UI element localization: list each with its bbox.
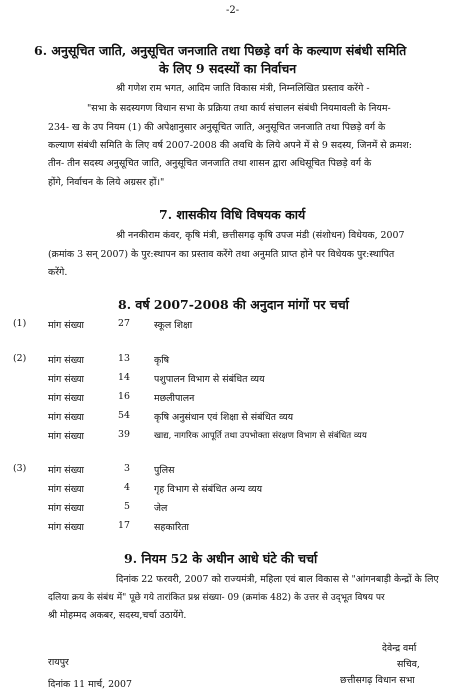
section-6-heading-line-2: के लिए 9 सदस्यों का निर्वाचन	[159, 61, 297, 76]
group-label: (1)	[13, 318, 27, 329]
demand-number: 14	[118, 372, 130, 383]
demand-item: कृषि अनुसंधान एवं शिक्षा से संबंधित व्यय	[154, 412, 294, 423]
paragraph-line: (क्रमांक 3 सन् 2007) के पुर:स्थापन का प्रस्ताव करेंगे तथा अनुमति प्राप्त होने पर विधेयक पुर:स्थापित	[48, 249, 395, 260]
section-6-heading-line-1: 6. अनुसूचित जाति, अनुसूचित जनजाति तथा पिछड़े वर्ग के कल्याण संबंधी समिति	[34, 43, 407, 58]
demand-row	[0, 429, 473, 443]
signatory-title: सचिव,	[397, 659, 420, 670]
paragraph-line: "सभा के सदस्यगण विधान सभा के प्रक्रिया तथा कार्य संचालन संबंधी नियमावली के नियम-	[87, 103, 391, 114]
demand-number: 5	[124, 501, 130, 512]
demand-label: मांग संख्या	[48, 484, 84, 495]
page-number: -2-	[226, 5, 240, 16]
demand-row	[0, 463, 473, 477]
footer-place: रायपुर	[48, 657, 69, 668]
section-7-heading: 7. शासकीय विधि विषयक कार्य	[159, 207, 306, 222]
demand-number: 3	[124, 463, 130, 474]
signatory-org: छत्तीसगढ़ विधान सभा	[340, 675, 415, 686]
section-8-heading: 8. वर्ष 2007-2008 की अनुदान मांगों पर चर्चा	[118, 297, 349, 312]
demand-row	[0, 318, 473, 332]
demand-label: मांग संख्या	[48, 374, 84, 385]
paragraph-line: श्री गणेश राम भगत, आदिम जाति विकास मंत्री, निम्नलिखित प्रस्ताव करेंगे -	[116, 83, 370, 94]
demand-item: मछलीपालन	[154, 393, 195, 404]
demand-row	[0, 353, 473, 367]
demand-item: खाद्य, नागरिक आपूर्ति तथा उपभोक्ता संरक्षण विभाग से संबंधित व्यय	[154, 431, 367, 441]
demand-row	[0, 391, 473, 405]
demand-label: मांग संख्या	[48, 431, 84, 442]
demand-number: 16	[118, 391, 130, 402]
signatory-name: देवेन्द्र वर्मा	[382, 643, 417, 654]
demand-label: मांग संख्या	[48, 412, 84, 423]
demand-number: 39	[118, 429, 130, 440]
paragraph-line: 234- ख के उप नियम (1) की अपेक्षानुसार अनुसूचित जाति, अनुसूचित जनजाति तथा पिछड़े वर्ग के	[48, 122, 386, 133]
paragraph-line: तीन- तीन सदस्य अनुसूचित जाति, अनुसूचित जनजाति तथा शासन द्वारा अधिसूचित पिछड़े वर्ग के	[48, 158, 372, 169]
demand-label: मांग संख्या	[48, 320, 84, 331]
paragraph-line: दलिया क्रय के संबंध में" पूछे गये तारांकित प्रश्न संख्या- 09 (क्रमांक 482) के उत्तर से उद्‌भूत विषय पर	[48, 593, 385, 603]
group-label: (3)	[13, 463, 27, 474]
demand-label: मांग संख्या	[48, 503, 84, 514]
group-label: (2)	[13, 353, 27, 364]
paragraph-line: कल्याण संबंधी समिति के लिए वर्ष 2007-2008 की अवधि के लिये अपने में से 9 सदस्य, जिनमें से क्रमश:	[48, 140, 412, 151]
paragraph-line: होंगे, निर्वाचन के लिये अग्रसर हों।"	[48, 177, 165, 188]
section-9-heading: 9. नियम 52 के अधीन आधे घंटे की चर्चा	[124, 551, 318, 566]
demand-number: 27	[118, 318, 130, 329]
demand-number: 13	[118, 353, 130, 364]
demand-row	[0, 520, 473, 534]
demand-label: मांग संख्या	[48, 393, 84, 404]
paragraph-line: श्री ननकीराम कंवर, कृषि मंत्री, छत्तीसगढ़ कृषि उपज मंडी (संशोधन) विधेयक, 2007	[116, 230, 405, 241]
demand-number: 17	[118, 520, 130, 531]
demand-number: 4	[124, 482, 130, 493]
demand-item: पशुपालन विभाग से संबंधित व्यय	[154, 374, 265, 385]
demand-row	[0, 410, 473, 424]
demand-row	[0, 501, 473, 515]
demand-label: मांग संख्या	[48, 465, 84, 476]
footer-date: दिनांक 11 मार्च, 2007	[48, 679, 132, 690]
demand-row	[0, 482, 473, 496]
demand-item: स्कूल शिक्षा	[154, 320, 193, 331]
demand-label: मांग संख्या	[48, 522, 84, 533]
paragraph-line: दिनांक 22 फरवरी, 2007 को राज्यमंत्री, महिला एवं बाल विकास से "आंगनबाड़ी केन्द्रों के लिए	[116, 574, 439, 585]
demand-row	[0, 372, 473, 386]
paragraph-line: श्री मोहम्मद अकबर, सदस्य,चर्चा उठायेंगे.	[48, 610, 187, 621]
paragraph-line: करेंगे.	[48, 267, 68, 278]
demand-item: कृषि	[154, 355, 170, 366]
demand-item: पुलिस	[154, 465, 175, 476]
demand-number: 54	[118, 410, 130, 421]
demand-item: सहकारिता	[154, 522, 189, 533]
demand-item: गृह विभाग से संबंधित अन्य व्यय	[154, 484, 263, 495]
demand-item: जेल	[154, 503, 168, 514]
demand-label: मांग संख्या	[48, 355, 84, 366]
